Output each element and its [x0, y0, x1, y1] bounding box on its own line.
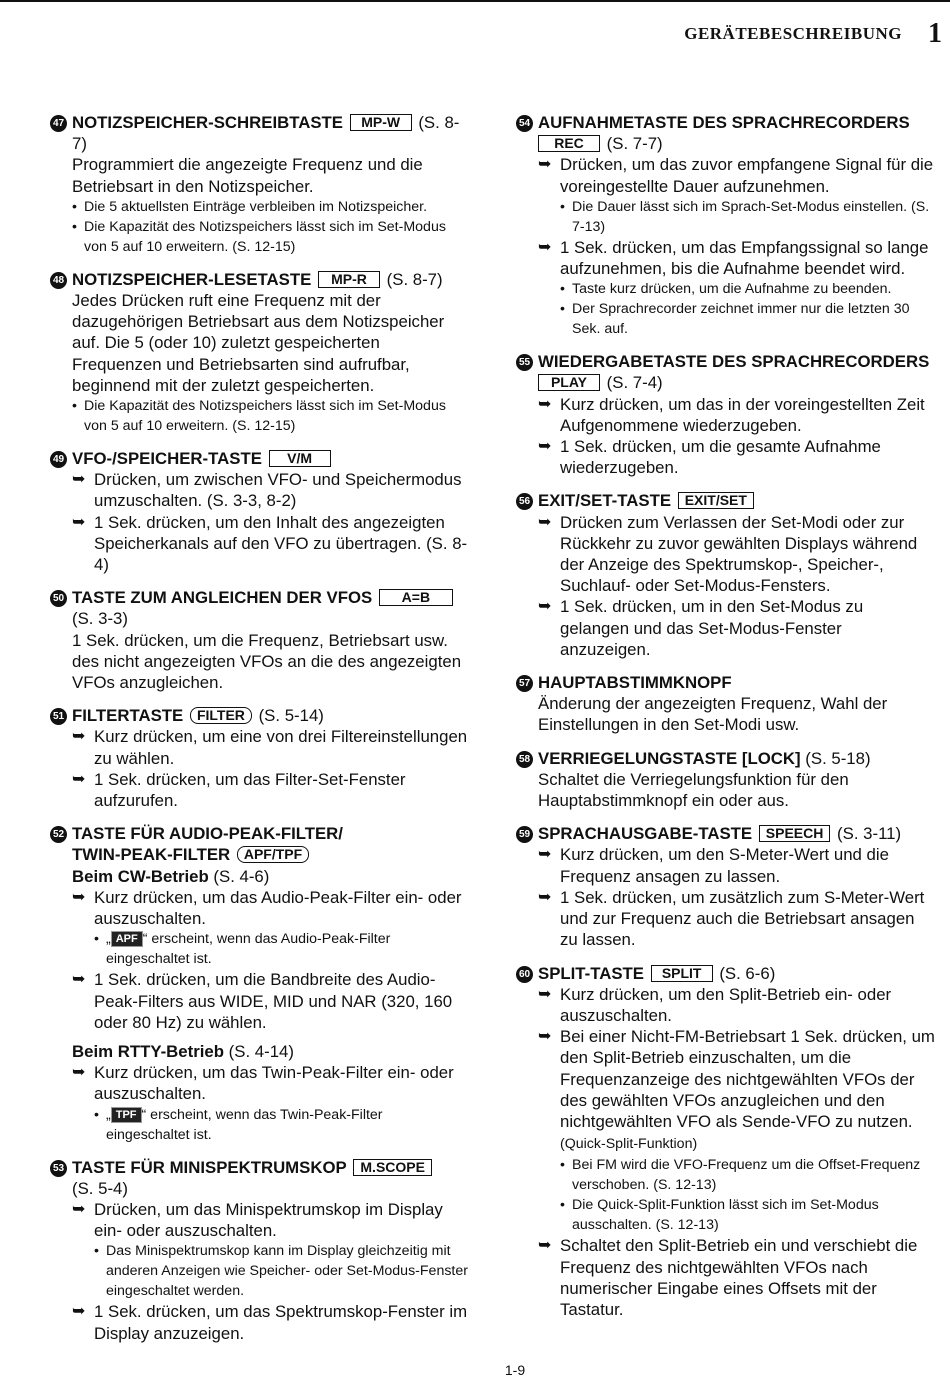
key-label: M.SCOPE: [353, 1159, 432, 1176]
item-number: 55: [516, 354, 533, 371]
note: • Die Quick-Split-Funktion lässt sich im Set-Modus ausschalten. (S. 12-13): [560, 1197, 879, 1234]
item-title: VFO-/SPEICHER-TASTE: [72, 449, 262, 469]
note: • Das Minispektrumskop kann im Display gleichzeitig mit anderen Anzeigen wie Speicher- oder Set-Modus-Fenster eingeschaltet werden.: [94, 1243, 468, 1300]
arrow-icon: ➥: [538, 598, 552, 616]
arrow-icon: ➥: [72, 1303, 86, 1321]
arrow-icon: ➥: [72, 770, 86, 788]
bullet-icon: •: [560, 301, 565, 318]
page-ref: (S. 8-7): [72, 113, 460, 154]
description: 1 Sek. drücken, um die Frequenz, Betriebsart usw. des nicht angezeigten VFOs an die des angezeigten VFOs anzugleichen.: [72, 630, 462, 693]
action-item: ➥ Kurz drücken, um das Twin-Peak-Filter ein- oder auszuschalten.: [72, 1063, 454, 1104]
page-number: 1-9: [504, 1362, 526, 1378]
section-title: GERÄTEBESCHREIBUNG: [684, 24, 902, 43]
action-item: ➥ Drücken, um das zuvor empfangene Signal für die voreingestellte Dauer aufzunehmen.: [538, 155, 934, 196]
page-ref: (S. 3-11): [837, 824, 902, 844]
item-57: [516, 672, 936, 736]
item-number: 53: [50, 1160, 67, 1177]
bullet-icon: •: [72, 218, 77, 235]
arrow-icon: ➥: [72, 513, 86, 531]
item-60: [516, 963, 936, 1321]
action-item: ➥ Kurz drücken, um den S-Meter-Wert und die Frequenz ansagen zu lassen.: [538, 845, 889, 886]
note: • Taste kurz drücken, um die Aufnahme zu beenden.: [560, 281, 892, 298]
arrow-icon: ➥: [538, 238, 552, 256]
item-54: [516, 112, 936, 339]
item-number: 48: [50, 272, 67, 289]
bullet-icon: •: [94, 1106, 99, 1123]
arrow-icon: ➥: [538, 846, 552, 864]
note: • „ TPF “ erscheint, wenn das Twin-Peak-Filter eingeschaltet ist.: [94, 1106, 383, 1143]
item-title: SPLIT-TASTE: [538, 963, 644, 983]
right-column: [516, 112, 936, 1320]
item-51: [50, 705, 470, 811]
bullet-icon: •: [560, 1197, 565, 1214]
arrow-icon: ➥: [72, 971, 86, 989]
action-item: ➥ Drücken zum Verlassen der Set-Modi oder zur Rückkehr zu zuvor gewählten Displays während der Anzeige des Spektrumskop-, Speicher-, Suchlauf- oder Set-Modus-Fensters.: [538, 512, 918, 596]
arrow-icon: ➥: [538, 395, 552, 413]
top-rule: [0, 0, 950, 2]
bullet-icon: •: [560, 198, 565, 215]
item-number: 47: [50, 115, 67, 132]
key-label: EXIT/SET: [678, 492, 754, 509]
action-item: ➥ 1 Sek. drücken, um in den Set-Modus zu gelangen und das Set-Modus-Fenster anzuzeigen.: [538, 597, 864, 659]
action-item: ➥ Bei einer Nicht-FM-Betriebsart 1 Sek. drücken, um den Split-Betrieb einzuschalten, um die Frequenzanzeige des nichtgewählten VFOs der des gewählten VFOs anzugleichen und den nichtgewählten VFO als Sende-VFO zu nutzen. (Quick-Split-Funktion): [538, 1027, 935, 1153]
item-50: [50, 587, 470, 693]
item-title: TWIN-PEAK-FILTER: [72, 845, 231, 865]
page-ref: (S. 6-6): [719, 963, 776, 983]
item-52: [50, 823, 470, 1144]
description: Schaltet die Verriegelungsfunktion für den Hauptabstimmknopf ein oder aus.: [538, 769, 849, 811]
arrow-icon: ➥: [538, 1237, 552, 1255]
arrow-icon: ➥: [72, 1200, 86, 1218]
bullet-icon: •: [560, 281, 565, 298]
arrow-icon: ➥: [538, 438, 552, 456]
key-label: REC: [538, 135, 600, 152]
action-item: ➥ Kurz drücken, um das in der voreingestellten Zeit Aufgenommene wiederzugeben.: [538, 394, 925, 435]
page-ref: (S. 7-4): [606, 373, 663, 393]
item-number: 52: [50, 826, 67, 843]
key-label: V/M: [269, 450, 331, 467]
item-59: [516, 823, 936, 950]
item-number: 58: [516, 751, 533, 768]
page-ref: (S. 5-4): [72, 1178, 128, 1198]
page-ref: (S. 8-7): [386, 269, 443, 289]
item-title: WIEDERGABETASTE DES SPRACHRECORDERS: [538, 352, 930, 372]
subheading: Beim CW-Betrieb (S. 4-6): [72, 866, 270, 886]
action-item: ➥ Schaltet den Split-Betrieb ein und verschiebt die Frequenz des nichtgewählten VFOs nach numerischer Eingabe eines Offsets mit der Tastatur.: [538, 1236, 918, 1319]
description: Änderung der angezeigten Frequenz, Wahl der Einstellungen in den Set-Modi usw.: [538, 694, 888, 735]
item-number: 54: [516, 115, 533, 132]
bullet-icon: •: [94, 1243, 99, 1260]
item-title: NOTIZSPEICHER-LESETASTE: [72, 269, 312, 289]
action-item: ➥ Drücken, um das Minispektrumskop im Display ein- oder auszuschalten.: [72, 1199, 443, 1241]
item-49: [50, 448, 470, 575]
item-title: SPRACHAUSGABE-TASTE: [538, 824, 753, 844]
action-item: ➥ 1 Sek. drücken, um das Filter-Set-Fenster aufzurufen.: [72, 769, 406, 811]
item-number: 56: [516, 493, 533, 510]
arrow-icon: ➥: [72, 888, 86, 906]
key-label: PLAY: [538, 374, 600, 391]
action-item: ➥ Kurz drücken, um das Audio-Peak-Filter ein- oder auszuschalten.: [72, 887, 462, 929]
item-number: 49: [50, 451, 67, 468]
bullet-icon: •: [72, 198, 77, 215]
page-ref: (S. 3-3): [72, 609, 128, 629]
note: • Bei FM wird die VFO-Frequenz um die Offset-Frequenz verschoben. (S. 12-13): [560, 1157, 921, 1194]
page-ref: (S. 5-18): [805, 748, 871, 768]
left-column: [50, 112, 470, 1344]
note: • Die 5 aktuellsten Einträge verbleiben im Notizspeicher.: [72, 198, 428, 215]
key-label: SPEECH: [759, 825, 831, 842]
item-number: 57: [516, 675, 533, 692]
item-title: EXIT/SET-TASTE: [538, 491, 672, 511]
item-number: 50: [50, 590, 67, 607]
note: • „ APF “ erscheint, wenn das Audio-Peak-Filter eingeschaltet ist.: [94, 931, 391, 968]
chapter-number: 1: [928, 18, 942, 49]
key-label: APF/TPF: [237, 846, 309, 863]
item-title: TASTE ZUM ANGLEICHEN DER VFOS: [72, 588, 373, 608]
page-ref: (S. 5-14): [258, 706, 324, 726]
tpf-indicator: TPF: [111, 1107, 142, 1123]
item-number: 59: [516, 826, 533, 843]
key-label: MP-R: [318, 271, 380, 288]
description: Programmiert die angezeigte Frequenz und die Betriebsart in den Notizspeicher.: [72, 155, 423, 196]
arrow-icon: ➥: [72, 728, 86, 746]
arrow-icon: ➥: [538, 1028, 552, 1046]
note: • Der Sprachrecorder zeichnet immer nur die letzten 30 Sek. auf.: [560, 301, 910, 338]
item-56: [516, 490, 936, 660]
action-item: ➥ Drücken, um zwischen VFO- und Speichermodus umzuschalten. (S. 3-3, 8-2): [72, 470, 462, 511]
note: • Die Kapazität des Notizspeichers lässt sich im Set-Modus von 5 auf 10 erweitern. (S. 12-15): [72, 218, 446, 255]
item-title: VERRIEGELUNGSTASTE [LOCK]: [538, 748, 801, 768]
action-item: ➥ 1 Sek. drücken, um den Inhalt des angezeigten Speicherkanals auf den VFO zu übertragen. (S. 8-4): [72, 512, 468, 575]
arrow-icon: ➥: [72, 471, 86, 489]
bullet-icon: •: [72, 398, 77, 415]
key-label: MP-W: [350, 114, 412, 131]
key-label: SPLIT: [651, 965, 713, 982]
item-title: FILTERTASTE: [72, 706, 184, 726]
action-item: ➥ Kurz drücken, um eine von drei Filtereinstellungen zu wählen.: [72, 727, 468, 768]
action-item: ➥ 1 Sek. drücken, um das Empfangssignal so lange aufzunehmen, bis die Aufnahme beendet wird.: [538, 237, 929, 279]
note: • Die Kapazität des Notizspeichers lässt sich im Set-Modus von 5 auf 10 erweitern. (S. 12-15): [72, 398, 446, 435]
page-header: [684, 18, 942, 50]
bullet-icon: •: [94, 931, 99, 948]
arrow-icon: ➥: [538, 513, 552, 531]
description: Jedes Drücken ruft eine Frequenz mit der dazugehörigen Betriebsart aus dem Notizspeicher auf. Die 5 (oder 10) zuletzt gespeicherten Frequenzen und Betriebsarten sind aufrufbar, beginnend mit der zuletzt gespeicherten.: [72, 291, 445, 395]
item-title: TASTE FÜR AUDIO-PEAK-FILTER/: [72, 824, 343, 844]
action-item: ➥ 1 Sek. drücken, um zusätzlich zum S-Meter-Wert und zur Frequenz auch die Betriebsart ansagen zu lassen.: [538, 887, 925, 950]
page-ref: (S. 7-7): [606, 134, 663, 154]
item-title: HAUPTABSTIMMKNOPF: [538, 673, 732, 693]
bullet-icon: •: [560, 1157, 565, 1174]
arrow-icon: ➥: [72, 1064, 86, 1082]
action-item: ➥ 1 Sek. drücken, um das Spektrumskop-Fenster im Display anzuzeigen.: [72, 1302, 468, 1343]
key-label: A=B: [379, 589, 453, 606]
item-47: [50, 112, 470, 257]
apf-indicator: APF: [111, 931, 143, 947]
item-55: [516, 351, 936, 478]
item-53: [50, 1157, 470, 1344]
item-number: 60: [516, 966, 533, 983]
action-item: ➥ 1 Sek. drücken, um die gesamte Aufnahme wiederzugeben.: [538, 437, 881, 478]
item-58: [516, 748, 936, 812]
arrow-icon: ➥: [538, 156, 552, 174]
item-number: 51: [50, 708, 67, 725]
arrow-icon: ➥: [538, 985, 552, 1003]
item-title: TASTE FÜR MINISPEKTRUMSKOP: [72, 1157, 347, 1177]
item-title: NOTIZSPEICHER-SCHREIBTASTE: [72, 113, 343, 132]
subheading: Beim RTTY-Betrieb (S. 4-14): [72, 1041, 294, 1061]
item-title: AUFNAHMETASTE DES SPRACHRECORDERS: [538, 113, 910, 132]
action-item: ➥ Kurz drücken, um den Split-Betrieb ein- oder auszuschalten.: [538, 984, 892, 1025]
note: • Die Dauer lässt sich im Sprach-Set-Modus einstellen. (S. 7-13): [560, 198, 930, 235]
key-label: FILTER: [190, 707, 252, 724]
arrow-icon: ➥: [538, 888, 552, 906]
action-item: ➥ 1 Sek. drücken, um die Bandbreite des Audio-Peak-Filters aus WIDE, MID und NAR (320, 160 oder 80 Hz) zu wählen.: [72, 970, 453, 1032]
item-48: [50, 269, 470, 436]
